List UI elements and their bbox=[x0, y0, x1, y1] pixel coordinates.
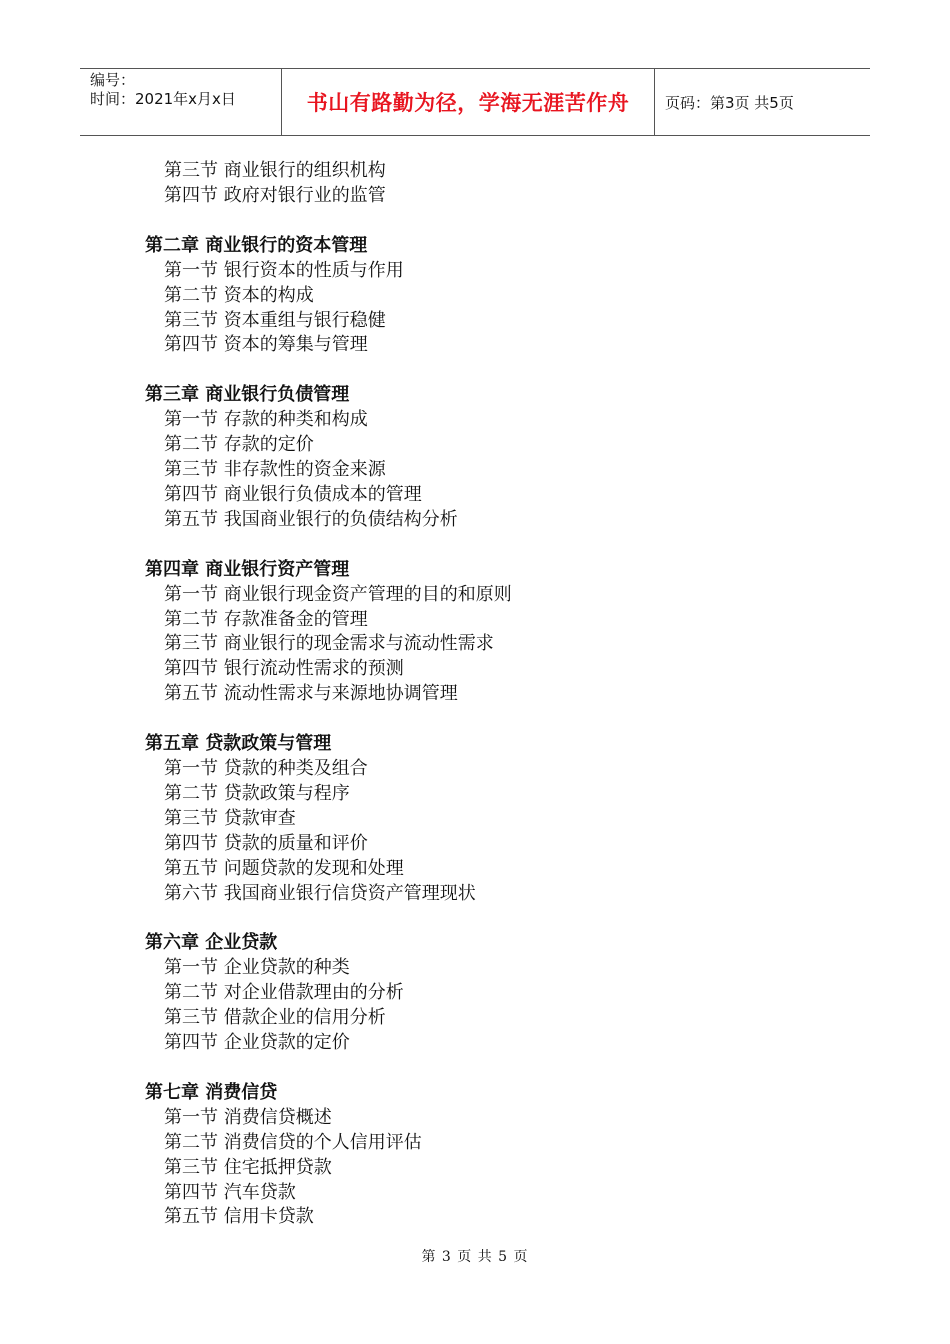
section-item: 第四节 贷款的质量和评价 bbox=[164, 832, 368, 854]
chapter-heading: 第六章 企业贷款 bbox=[145, 932, 278, 954]
section-item: 第一节 商业银行现金资产管理的目的和原则 bbox=[164, 583, 512, 605]
page-label: 页码：第3页 共5页 bbox=[665, 93, 794, 112]
page-header bbox=[80, 68, 870, 136]
motto-text: 书山有路勤为径，学海无涯苦作舟 bbox=[306, 91, 630, 115]
section-item: 第一节 存款的种类和构成 bbox=[164, 409, 368, 431]
section-item: 第四节 汽车贷款 bbox=[164, 1181, 296, 1203]
number-label: 编号： bbox=[90, 71, 136, 89]
section-item: 第二节 资本的构成 bbox=[164, 284, 314, 306]
section-item: 第三节 资本重组与银行稳健 bbox=[164, 309, 386, 331]
header-meta bbox=[80, 69, 282, 135]
section-item: 第二节 存款的定价 bbox=[164, 434, 314, 456]
section-item: 第一节 企业贷款的种类 bbox=[164, 957, 350, 979]
section-item: 第四节 商业银行负债成本的管理 bbox=[164, 483, 422, 505]
section-item: 第六节 我国商业银行信贷资产管理现状 bbox=[164, 882, 476, 904]
section-item: 第四节 企业贷款的定价 bbox=[164, 1032, 350, 1053]
section-item: 第二节 对企业借款理由的分析 bbox=[164, 982, 404, 1004]
chapter-heading: 第二章 商业银行的资本管理 bbox=[145, 234, 368, 256]
section-item: 第四节 政府对银行业的监管 bbox=[164, 184, 386, 206]
header-page-cell bbox=[655, 69, 870, 135]
chapter-heading: 第四章 商业银行资产管理 bbox=[145, 558, 350, 580]
section-item: 第三节 借款企业的信用分析 bbox=[164, 1007, 386, 1029]
chapter-heading: 第三章 商业银行负债管理 bbox=[145, 384, 350, 406]
section-item: 第四节 资本的筹集与管理 bbox=[164, 334, 368, 356]
chapter-heading: 第五章 贷款政策与管理 bbox=[145, 733, 332, 755]
section-item: 第五节 问题贷款的发现和处理 bbox=[164, 857, 404, 879]
section-item: 第三节 非存款性的资金来源 bbox=[164, 459, 386, 480]
section-item: 第五节 我国商业银行的负债结构分析 bbox=[164, 508, 458, 530]
section-item: 第一节 银行资本的性质与作用 bbox=[164, 259, 404, 281]
section-item: 第一节 贷款的种类及组合 bbox=[164, 758, 368, 779]
section-item: 第二节 消费信贷的个人信用评估 bbox=[164, 1131, 422, 1153]
section-item: 第二节 存款准备金的管理 bbox=[164, 608, 368, 630]
section-item: 第一节 消费信贷概述 bbox=[164, 1106, 332, 1128]
time-label: 时间：2021年x月x日 bbox=[90, 90, 236, 108]
section-item: 第三节 商业银行的现金需求与流动性需求 bbox=[164, 633, 494, 655]
page-footer: 第 3 页 共 5 页 bbox=[421, 1249, 529, 1265]
section-item: 第三节 商业银行的组织机构 bbox=[164, 160, 386, 181]
section-item: 第三节 贷款审查 bbox=[164, 807, 296, 829]
chapter-heading: 第七章 消费信贷 bbox=[145, 1081, 278, 1103]
section-item: 第五节 信用卡贷款 bbox=[164, 1206, 314, 1228]
section-item: 第四节 银行流动性需求的预测 bbox=[164, 658, 404, 680]
section-item: 第三节 住宅抵押贷款 bbox=[164, 1156, 332, 1178]
section-item: 第五节 流动性需求与来源地协调管理 bbox=[164, 683, 458, 705]
header-motto-cell bbox=[282, 69, 655, 135]
section-item: 第二节 贷款政策与程序 bbox=[164, 782, 350, 804]
